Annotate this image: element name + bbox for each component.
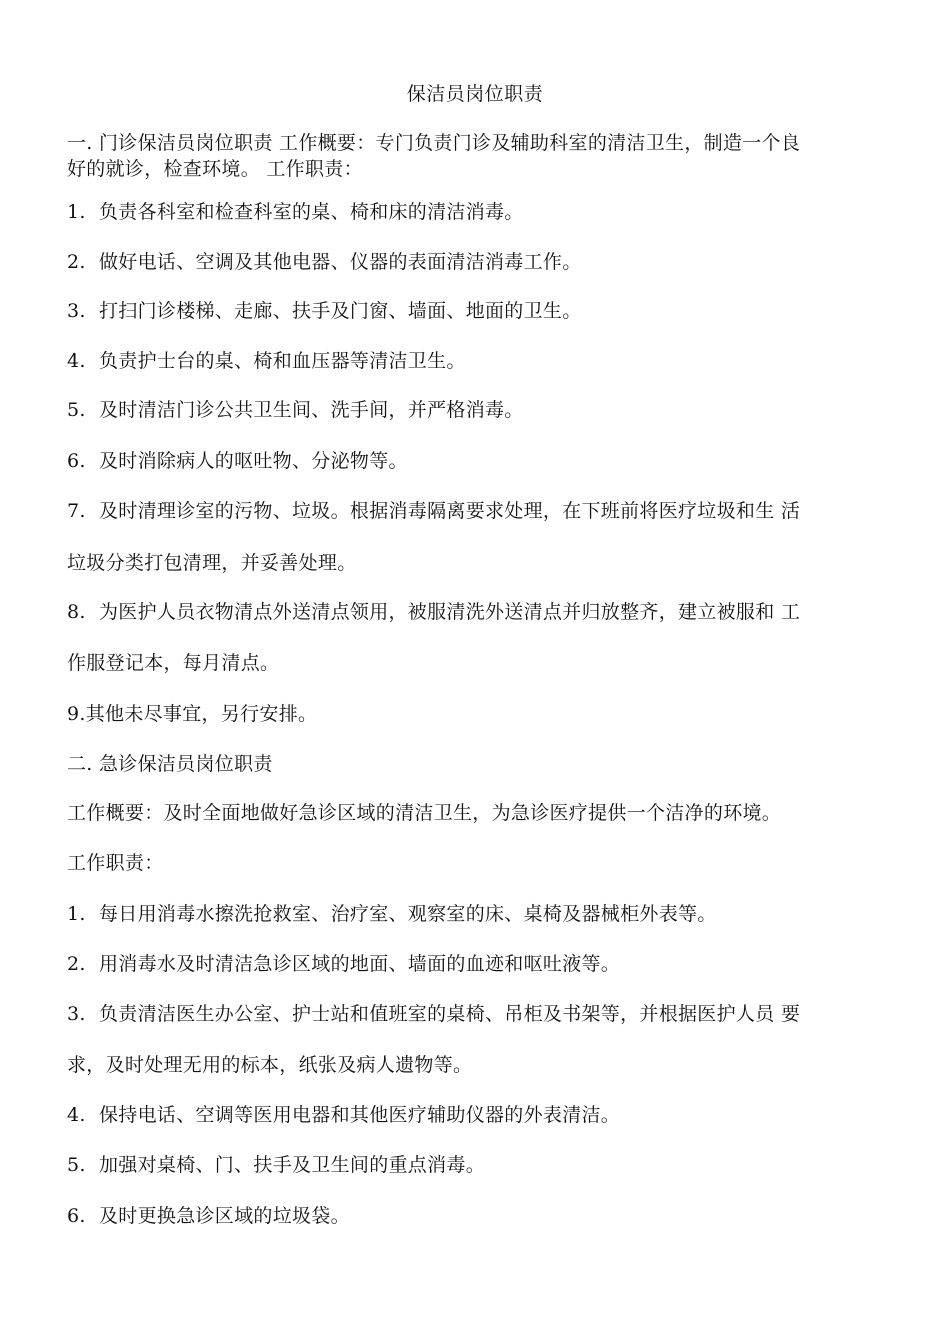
list-item: [67, 299, 887, 323]
item-text: 作服登记本，每月清点。: [67, 652, 280, 674]
item-text: 负责护士台的桌、椅和血压器等清洁卫生。: [99, 350, 466, 372]
item-number: 3.: [67, 300, 86, 322]
list-item: [67, 200, 887, 224]
list-item-continuation: [67, 651, 887, 675]
list-item-continuation: [67, 551, 887, 575]
item-text: 负责清洁医生办公室、护士站和值班室的桌椅、吊柜及书架等，并根据医护人员 要: [99, 1003, 801, 1025]
item-number: 1.: [67, 201, 86, 223]
item-text: 及时清洁门诊公共卫生间、洗手间，并严格消毒。: [99, 399, 524, 421]
item-number: 5.: [67, 399, 86, 421]
item-number: 5.: [67, 1154, 86, 1176]
item-text: 每日用消毒水擦洗抢救室、治疗室、观察室的床、桌椅及器械柜外表等。: [99, 903, 717, 925]
item-number: 6.: [67, 450, 86, 472]
item-text: 做好电话、空调及其他电器、仪器的表面清洁消毒工作。: [99, 251, 582, 273]
item-text: 垃圾分类打包清理，并妥善处理。: [67, 552, 357, 574]
item-text: 及时清理诊室的污物、垃圾。根据消毒隔离要求处理，在下班前将医疗垃圾和生 活: [99, 500, 801, 522]
item-text: 负责各科室和检查科室的桌、椅和床的清洁消毒。: [99, 201, 524, 223]
item-text: 保持电话、空调等医用电器和其他医疗辅助仪器的外表清洁。: [99, 1104, 621, 1126]
list-item: [67, 499, 887, 523]
section2-duties-label: 工作职责：: [67, 852, 164, 874]
list-item: [67, 398, 887, 422]
list-item-continuation: [67, 1053, 887, 1077]
section1-intro-line1: 一. 门诊保洁员岗位职责 工作概要：专门负责门诊及辅助科室的清洁卫生，制造一个良: [67, 132, 801, 154]
list-item: [67, 449, 887, 473]
list-item: [67, 702, 887, 726]
list-item: [67, 600, 887, 624]
section2-overview: 工作概要：及时全面地做好急诊区域的清洁卫生，为急诊医疗提供一个洁净的环境。: [67, 802, 782, 824]
item-number: 2.: [67, 953, 86, 975]
item-number: 4.: [67, 350, 86, 372]
item-text: 求，及时处理无用的标本，纸张及病人遗物等。: [67, 1054, 473, 1076]
list-item: [67, 1204, 887, 1228]
list-item: [67, 250, 887, 274]
item-number: 7.: [67, 500, 86, 522]
item-text: 及时更换急诊区域的垃圾袋。: [99, 1205, 350, 1227]
list-item: [67, 952, 887, 976]
item-number: 2.: [67, 251, 86, 273]
item-number: 8.: [67, 601, 86, 623]
list-item: [67, 1103, 887, 1127]
item-text: 其他未尽事宜，另行安排。: [85, 703, 318, 725]
item-number: 4.: [67, 1104, 86, 1126]
list-item: [67, 349, 887, 373]
item-text: 及时消除病人的呕吐物、分泌物等。: [99, 450, 408, 472]
item-number: 3.: [67, 1003, 86, 1025]
item-text: 加强对桌椅、门、扶手及卫生间的重点消毒。: [99, 1154, 486, 1176]
item-number: 9.: [67, 703, 86, 725]
list-item: [67, 1153, 887, 1177]
page-title: 保洁员岗位职责: [406, 83, 544, 105]
list-item: [67, 902, 887, 926]
item-text: 打扫门诊楼梯、走廊、扶手及门窗、墙面、地面的卫生。: [99, 300, 582, 322]
list-item: [67, 1002, 887, 1026]
item-number: 1.: [67, 903, 86, 925]
item-text: 用消毒水及时清洁急诊区域的地面、墙面的血迹和呕吐液等。: [99, 953, 621, 975]
item-number: 6.: [67, 1205, 86, 1227]
section2-heading: 二. 急诊保洁员岗位职责: [67, 753, 273, 775]
item-text: 为医护人员衣物清点外送清点领用，被服清洗外送清点并归放整齐，建立被服和 工: [99, 601, 801, 623]
section1-intro-line2: 好的就诊，检查环境。 工作职责：: [67, 158, 363, 180]
